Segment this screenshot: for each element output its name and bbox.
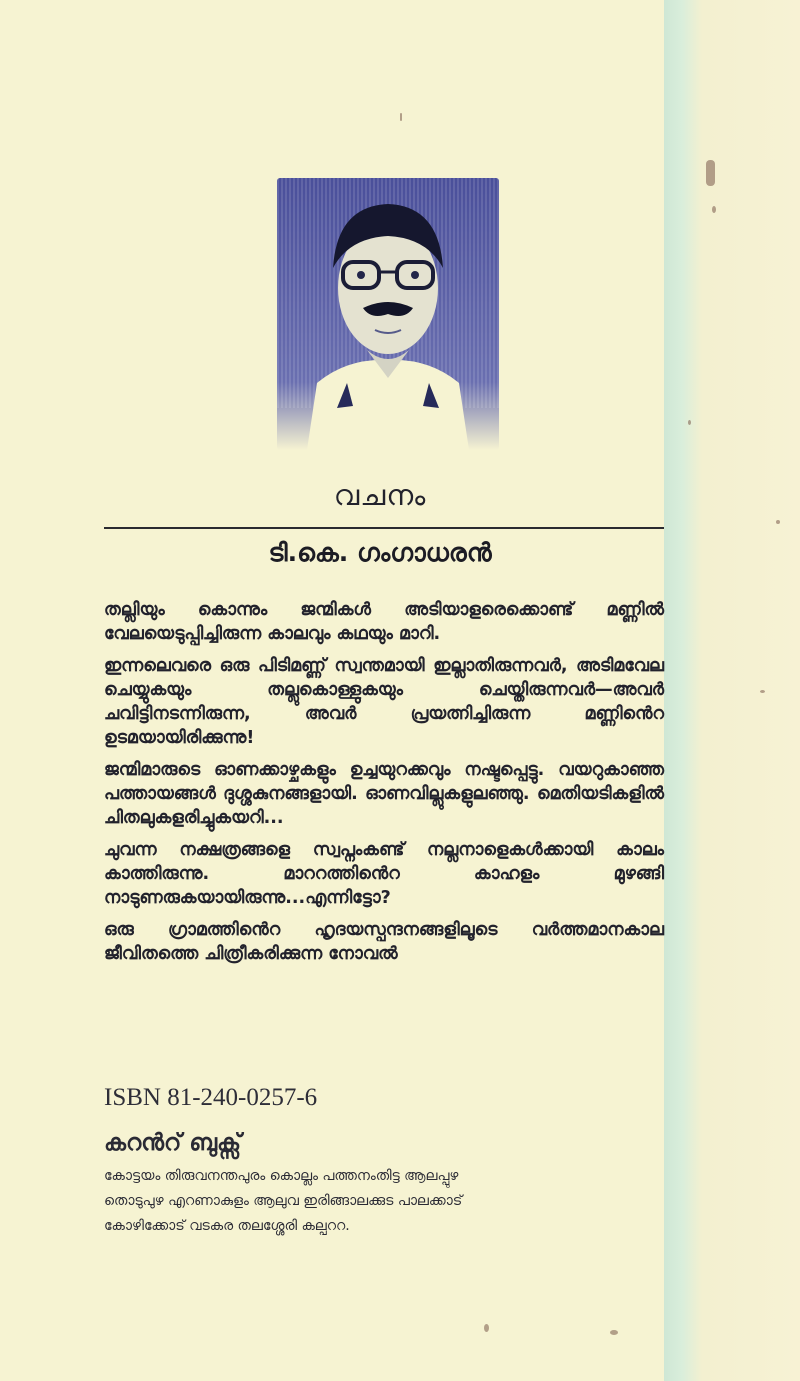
branch-line: കോട്ടയം തിരുവനന്തപുരം കൊല്ലം പത്തനംതിട്ട ആലപ്പുഴ bbox=[104, 1168, 459, 1184]
blurb-paragraph: ഇന്നലെവരെ ഒരു പിടിമണ്ണ് സ്വന്തമായി ഇല്ലാതിരുന്നവർ, അടിമവേല ചെയ്യുകയും തല്ലുകൊള്ളുകയും ചെയ്തിരുന്നവർ—അവർ ചവിട്ടിനടന്നിരുന്ന, അവർ പ്രയത്നിച്ചിരുന്ന മണ്ണിൻെറ ഉടമയായിരിക്കുന്നു! bbox=[104, 656, 664, 748]
paper-speck bbox=[776, 520, 780, 524]
paper-speck bbox=[484, 1324, 489, 1332]
blurb-text bbox=[104, 598, 664, 974]
branch-line: തൊടുപുഴ എറണാകുളം ആലുവ ഇരിങ്ങാലക്കുട പാലക്കാട് bbox=[104, 1193, 463, 1209]
author-portrait-photo bbox=[277, 178, 499, 450]
isbn-number: ISBN 81-240-0257-6 bbox=[104, 1084, 318, 1111]
publisher-branches bbox=[104, 1164, 644, 1239]
blurb-paragraph: ചുവന്ന നക്ഷത്രങ്ങളെ സ്വപ്നംകണ്ട് നല്ലനാളെകൾക്കായി കാലം കാത്തിരുന്നു. മാററത്തിൻെറ കാഹളം മുഴങ്ങി നാടുണരുകയായിരുന്നു...എന്നിട്ടോ? bbox=[104, 840, 664, 908]
paper-speck bbox=[688, 420, 691, 425]
blurb-paragraph: ഒരു ഗ്രാമത്തിൻെറ ഹൃദയസ്പന്ദനങ്ങളിലൂടെ വർത്തമാനകാല ജീവിതത്തെ ചിത്രീകരിക്കുന്ന നോവൽ bbox=[104, 920, 664, 964]
book-spine-edge bbox=[664, 0, 800, 1381]
blurb-paragraph: ജന്മിമാരുടെ ഓണക്കാഴ്ചകളും ഉച്ചയുറക്കവും നഷ്ടപ്പെട്ടു. വയറുകാഞ്ഞ പത്തായങ്ങൾ ദുശ്ശകുനങ്ങളായി. ഓണവില്ലുകളുലഞ്ഞു. മെതിയടികളിൽ ചിതലുകളരിച്ചുകയറി... bbox=[104, 760, 664, 828]
title-divider bbox=[104, 527, 664, 529]
book-title: വചനം bbox=[333, 478, 427, 512]
paper-speck bbox=[400, 113, 402, 121]
blurb-paragraph: തല്ലിയും കൊന്നും ജന്മികൾ അടിയാളരെക്കൊണ്ട് മണ്ണിൽ വേലയെടുപ്പിച്ചിരുന്ന കാലവും കഥയും മാറി. bbox=[104, 600, 664, 644]
branch-line: കോഴിക്കോട് വടകര തലശ്ശേരി കല്പററ. bbox=[104, 1218, 350, 1234]
paper-speck bbox=[712, 206, 716, 213]
author-name: ടി.കെ. ഗംഗാധരൻ bbox=[268, 538, 492, 567]
publisher-name: കറൻറ് ബുക്സ് bbox=[104, 1130, 242, 1156]
paper-speck bbox=[610, 1330, 618, 1335]
paper-speck bbox=[706, 160, 715, 186]
paper-speck bbox=[760, 690, 765, 693]
